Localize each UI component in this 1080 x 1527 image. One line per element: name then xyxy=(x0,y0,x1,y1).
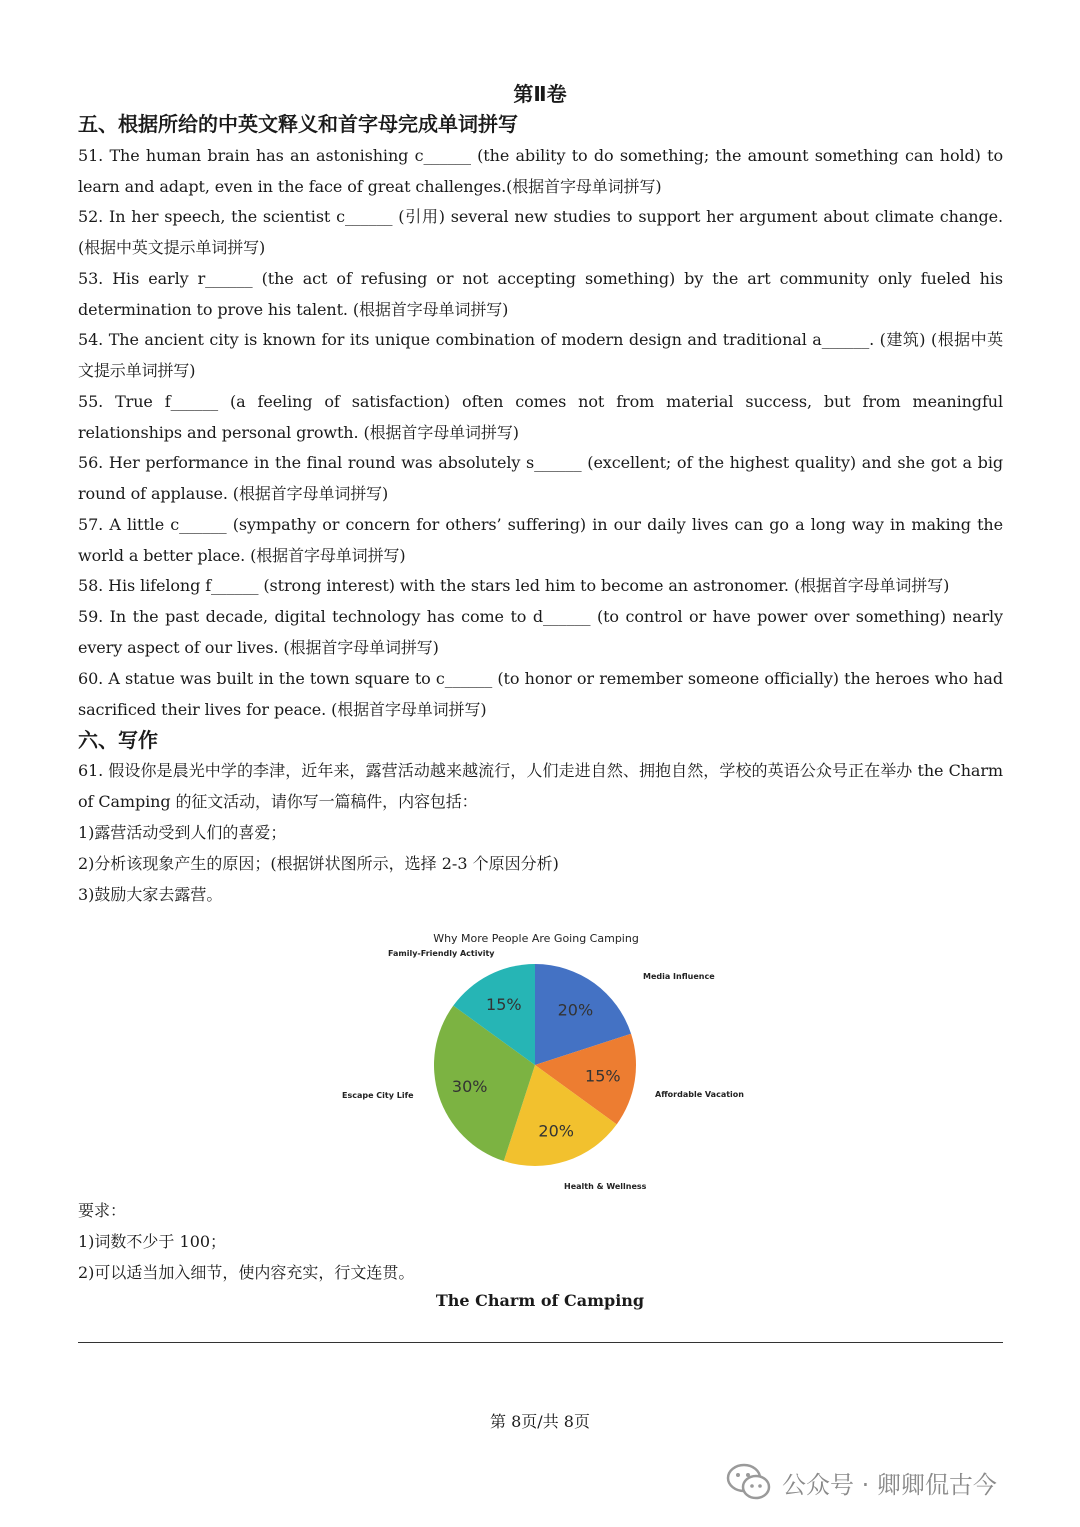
chart-title: Why More People Are Going Camping xyxy=(433,932,639,945)
question-53: 53. His early r______ (the act of refusing or not accepting something) by the art community only fueled his determination to prove his talent. (根据首字母单词拼写) xyxy=(78,269,1003,319)
question-59: 59. In the past decade, digital technology has come to d______ (to control or have power over something) nearly every aspect of our lives. (根据首字母单词拼写) xyxy=(78,607,1003,657)
question-52: 52. In her speech, the scientist c______ (引用) several new studies to support her argument about climate change. (根据中英文提示单词拼写) xyxy=(78,207,1003,257)
pie-percent-label: 20% xyxy=(538,1121,574,1141)
pie-category-label: Family-Friendly Activity xyxy=(388,949,495,958)
content-point-2: 2)分析该现象产生的原因；(根据饼状图所示，选择 2-3 个原因分析) xyxy=(78,854,559,873)
writing-prompt: 61. 假设你是晨光中学的李津，近年来，露营活动越来越流行，人们走进自然、拥抱自然，学校的英语公众号正在举办 the Charm of Camping 的征文活动，请你写一篇稿件，内容包括： xyxy=(78,761,1003,811)
question-58: 58. His lifelong f______ (strong interest) with the stars led him to become an astronomer. (根据首字母单词拼写) xyxy=(78,576,950,595)
pie-percent-label: 15% xyxy=(486,994,522,1014)
requirements-label: 要求： xyxy=(78,1201,127,1220)
content-point-3: 3)鼓励大家去露营。 xyxy=(78,885,223,904)
question-51: 51. The human brain has an astonishing c______ (the ability to do something; the amount something can hold) to learn and adapt, even in the face of great challenges.(根据首字母单词拼写) xyxy=(78,146,1003,196)
pie-category-label: Health & Wellness xyxy=(564,1182,647,1191)
question-54: 54. The ancient city is known for its unique combination of modern design and traditional a______. (建筑) (根据中英文提示单词拼写) xyxy=(78,330,1003,380)
page-footer: 第 8页/共 8页 xyxy=(490,1412,590,1431)
pie-percent-label: 15% xyxy=(585,1066,621,1086)
pie-category-label: Escape City Life xyxy=(342,1091,414,1100)
wechat-icon xyxy=(726,1462,772,1502)
pie-category-label: Media Influence xyxy=(643,972,715,981)
pie-percent-label: 20% xyxy=(557,1000,594,1020)
pie-percent-label: 30% xyxy=(451,1077,488,1097)
question-57: 57. A little c______ (sympathy or concern for others’ suffering) in our daily lives can go a long way in making the world a better place. (根据首字母单词拼写) xyxy=(78,515,1003,565)
camping-pie-chart xyxy=(330,922,750,1197)
question-56: 56. Her performance in the final round was absolutely s______ (excellent; of the highest quality) and she got a big round of applause. (根据首字母单词拼写) xyxy=(78,453,1003,503)
requirement-1: 1)词数不少于 100； xyxy=(78,1232,227,1251)
requirement-2: 2)可以适当加入细节，使内容充实，行文连贯。 xyxy=(78,1263,415,1282)
watermark-text: 公众号 · 卿卿侃古今 xyxy=(782,1470,997,1499)
content-point-1: 1)露营活动受到人们的喜爱； xyxy=(78,823,287,842)
section-title: 第Ⅱ卷 xyxy=(513,82,567,106)
pie-category-label: Affordable Vacation xyxy=(655,1090,744,1099)
answer-line xyxy=(78,1342,1003,1343)
essay-title: The Charm of Camping xyxy=(435,1291,645,1310)
question-55: 55. True f______ (a feeling of satisfaction) often comes not from material success, but from meaningful relationships and personal growth. (根据首字母单词拼写) xyxy=(78,392,1003,442)
watermark xyxy=(726,1462,997,1502)
part6-heading: 六、写作 xyxy=(78,728,158,752)
pie-slices xyxy=(434,964,636,1166)
question-60: 60. A statue was built in the town square to c______ (to honor or remember someone officially) the heroes who had sacrificed their lives for peace. (根据首字母单词拼写) xyxy=(78,669,1003,719)
part5-heading: 五、根据所给的中英文释义和首字母完成单词拼写 xyxy=(78,112,518,136)
